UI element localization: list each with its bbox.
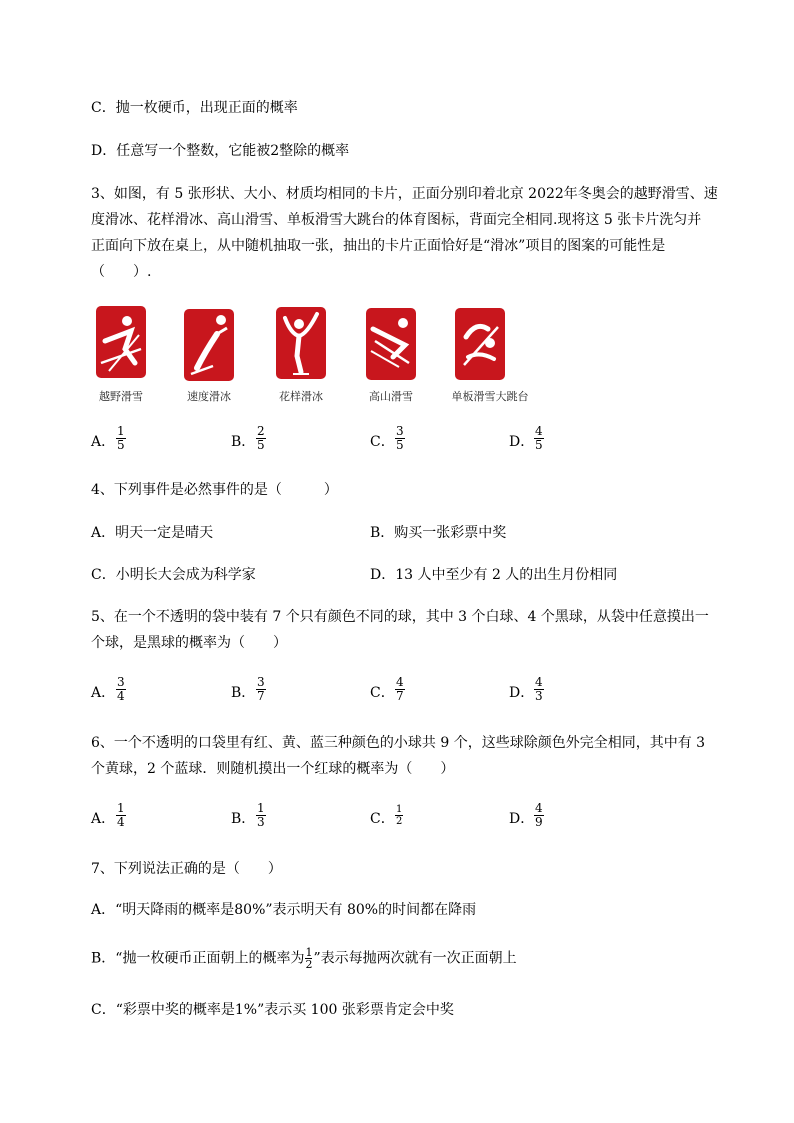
q4-stem: 4、下列事件是必然事件的是（ ）	[91, 482, 338, 498]
cross-country-skiing-icon	[95, 305, 147, 379]
q3-stem-line-2: 度滑冰、花样滑冰、高山滑雪、单板滑雪大跳台的体育图标，背面完全相同.现将这 5 张卡片洗匀并	[91, 212, 702, 228]
q3-option-d-letter: D．	[509, 434, 535, 450]
q5-option-a-letter: A．	[91, 685, 116, 701]
q5-option-d-letter: D．	[509, 685, 535, 701]
q3-stem-line-4: （ ）.	[91, 264, 152, 280]
option-c-prev: C．抛一枚硬币，出现正面的概率	[91, 100, 298, 116]
figure-skating-icon	[275, 306, 327, 380]
q6-stem-line-1: 6、一个不透明的口袋里有红、黄、蓝三种颜色的小球共 9 个，这些球除颜色外完全相同，其中有 3	[91, 735, 706, 751]
q4-option-a: A．明天一定是晴天	[91, 525, 214, 541]
q6-option-c-fraction: $\frac{1}{2}$	[396, 804, 403, 827]
q5-stem-line-1: 5、在一个不透明的袋中装有 7 个只有颜色不同的球，其中 3 个白球、4 个黑球，从袋中任意摸出一	[91, 609, 709, 625]
q7-option-b	[91, 947, 517, 970]
q7-option-b-fraction: $\frac{1}{2}$	[305, 946, 313, 971]
q3-option-a-fraction: $\frac{1}{5}$	[117, 424, 125, 452]
q6-option-c-letter: C．	[370, 811, 395, 827]
q7-stem: 7、下列说法正确的是（ ）	[91, 861, 282, 877]
caption-alpine-skiing: 高山滑雪	[369, 390, 413, 403]
q5-stem-line-2: 个球，是黑球的概率为（ ）	[91, 635, 287, 651]
q6-stem-line-2: 个黄球，2 个蓝球．则随机摸出一个红球的概率为（ ）	[91, 761, 455, 777]
caption-cross-country-skiing: 越野滑雪	[99, 390, 143, 403]
q3-stem-line-1: 3、如图，有 5 张形状、大小、材质均相同的卡片，正面分别印着北京 2022年冬奥会的越野滑雪、速	[91, 186, 718, 202]
q6-option-a-letter: A．	[91, 811, 116, 827]
option-d-prev: D．任意写一个整数，它能被2整除的概率	[91, 143, 350, 159]
q6-option-a-fraction: $\frac{1}{4}$	[117, 801, 125, 829]
q3-option-c-fraction: $\frac{3}{5}$	[396, 424, 404, 452]
q4-option-d: D．13 人中至少有 2 人的出生月份相同	[370, 567, 618, 583]
q5-option-c-letter: C．	[370, 685, 395, 701]
q6-option-b-letter: B．	[231, 811, 256, 827]
q5-option-c-fraction: $\frac{4}{7}$	[396, 675, 404, 703]
snowboard-big-air-icon	[454, 307, 506, 381]
q6-option-b-fraction: $\frac{1}{3}$	[257, 801, 265, 829]
q5-option-b-fraction: $\frac{3}{7}$	[257, 675, 265, 703]
q3-option-c-letter: C．	[370, 434, 395, 450]
q5-option-d-fraction: $\frac{4}{3}$	[535, 675, 543, 703]
q4-option-c: C．小明长大会成为科学家	[91, 567, 256, 583]
alpine-skiing-icon	[365, 307, 417, 381]
q3-option-b-fraction: $\frac{2}{5}$	[257, 424, 265, 452]
caption-figure-skating: 花样滑冰	[279, 390, 323, 403]
q7-option-b-prefix: B．“抛一枚硬币正面朝上的概率为	[91, 950, 305, 967]
caption-snowboard-big-air: 单板滑雪大跳台	[451, 390, 529, 403]
q3-option-d-fraction: $\frac{4}{5}$	[535, 424, 543, 452]
q3-option-a-letter: A．	[91, 434, 116, 450]
q3-stem-line-3: 正面向下放在桌上，从中随机抽取一张，抽出的卡片正面恰好是“滑冰”项目的图案的可能性是	[91, 238, 666, 254]
q5-option-a-fraction: $\frac{3}{4}$	[117, 675, 125, 703]
caption-speed-skating: 速度滑冰	[187, 390, 231, 403]
q6-option-d-letter: D．	[509, 811, 535, 827]
q6-option-d-fraction: $\frac{4}{9}$	[535, 801, 543, 829]
q5-option-b-letter: B．	[231, 685, 256, 701]
q3-option-b-letter: B．	[231, 434, 256, 450]
q7-option-b-suffix: ”表示每抛两次就有一次正面朝上	[313, 950, 517, 967]
q4-option-b: B．购买一张彩票中奖	[370, 525, 507, 541]
q7-option-c: C．“彩票中奖的概率是1%”表示买 100 张彩票肯定会中奖	[91, 1002, 454, 1018]
q7-option-a: A．“明天降雨的概率是80%”表示明天有 80%的时间都在降雨	[91, 902, 477, 918]
speed-skating-icon	[183, 308, 235, 382]
